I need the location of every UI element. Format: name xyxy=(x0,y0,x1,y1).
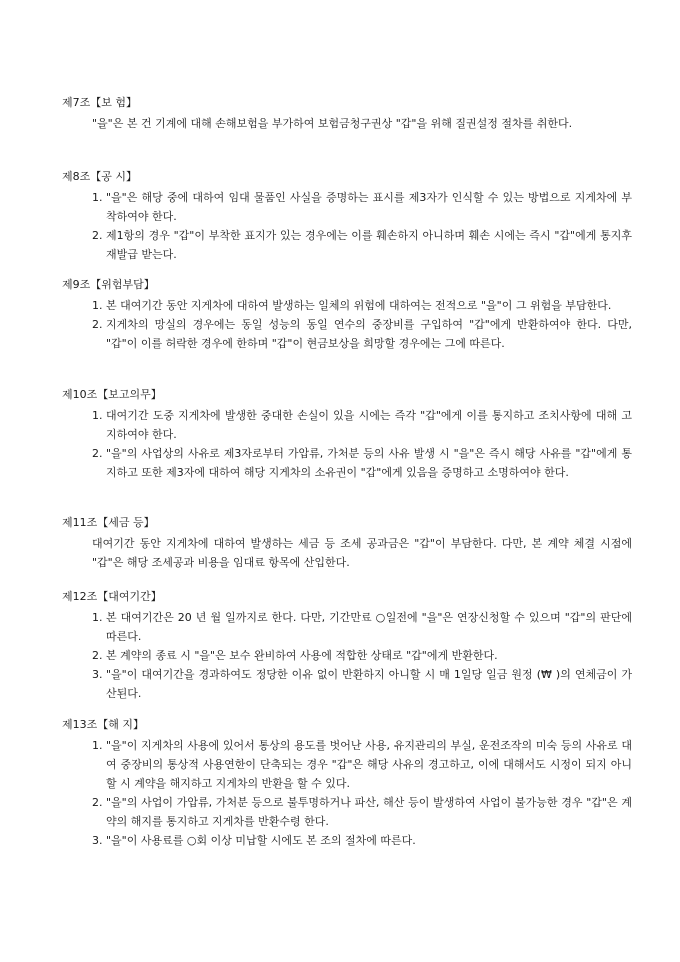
article-11 xyxy=(62,516,632,572)
list-item xyxy=(92,444,632,482)
article-title: 제7조【보 험】 xyxy=(62,96,137,109)
list-item xyxy=(92,736,632,793)
item-number: 2. xyxy=(92,649,103,662)
article-title: 제11조【세금 등】 xyxy=(62,516,155,529)
article-9 xyxy=(62,278,632,353)
item-number: 1. xyxy=(92,409,103,422)
item-number: 1. xyxy=(92,299,103,312)
article-13 xyxy=(62,718,632,850)
item-text: 지게차의 망실의 경우에는 동일 성능의 동일 연수의 중장비를 구입하여 "갑"에게 반환하여야 한다. 다만, "갑"이 이를 허락한 경우에 한하며 "갑"이 현금보상을 희망할 경우에는 그에 따른다. xyxy=(106,318,632,350)
item-number: 2. xyxy=(92,229,103,242)
list-item xyxy=(92,188,632,226)
item-number: 2. xyxy=(92,796,103,809)
item-text: 본 대여기간 동안 지게차에 대하여 발생하는 일체의 위험에 대하여는 전적으로 "을"이 그 위험을 부담한다. xyxy=(106,299,612,312)
item-number: 1. xyxy=(92,191,103,204)
article-12 xyxy=(62,590,632,703)
item-text: "을"은 해당 중에 대하여 임대 물품인 사실을 증명하는 표시를 제3자가 인식할 수 있는 방법으로 지게차에 부착하여야 한다. xyxy=(106,191,632,223)
article-body: "을"은 본 건 기계에 대해 손해보험을 부가하여 보험금청구권상 "갑"을 위해 질권설정 절차를 취한다. xyxy=(92,117,573,130)
article-title: 제9조【위험부담】 xyxy=(62,278,155,291)
article-8 xyxy=(62,170,632,264)
list-item xyxy=(92,793,632,831)
item-number: 2. xyxy=(92,447,103,460)
item-text: "을"이 사용료를 ○회 이상 미납할 시에도 본 조의 절차에 따른다. xyxy=(106,834,416,847)
list-item xyxy=(92,608,632,646)
article-10 xyxy=(62,388,632,482)
item-text: 대여기간 도중 지게차에 발생한 중대한 손실이 있을 시에는 즉각 "갑"에게 이를 통지하고 조치사항에 대해 고지하여야 한다. xyxy=(106,409,632,441)
article-title: 제10조【보고의무】 xyxy=(62,388,162,401)
item-text: "을"의 사업상의 사유로 제3자로부터 가압류, 가처분 등의 사유 발생 시 "을"은 즉시 해당 사유를 "갑"에게 통지하고 또한 제3자에 대하여 해당 지게차의 소유권이 "갑"에게 있음을 증명하고 소명하여야 한다. xyxy=(106,447,632,479)
article-7 xyxy=(62,96,632,133)
item-number: 2. xyxy=(92,318,103,331)
article-title: 제8조【공 시】 xyxy=(62,170,137,183)
item-text: "을"의 사업이 가압류, 가처분 등으로 불투명하거나 파산, 해산 등이 발생하여 사업이 불가능한 경우 "갑"은 계약의 해지를 통지하고 지게차를 반환수령 한다. xyxy=(106,796,632,828)
item-number: 1. xyxy=(92,739,103,752)
item-number: 3. xyxy=(92,834,103,847)
article-title: 제13조【해 지】 xyxy=(62,718,144,731)
list-item xyxy=(92,296,632,315)
list-item xyxy=(92,315,632,353)
list-item xyxy=(92,831,632,850)
item-text: 본 대여기간은 20 년 월 일까지로 한다. 다만, 기간만료 ○일전에 "을"은 연장신청할 수 있으며 "갑"의 판단에 따른다. xyxy=(106,611,632,643)
list-item xyxy=(92,406,632,444)
item-number: 3. xyxy=(92,668,103,681)
article-title: 제12조【대여기간】 xyxy=(62,590,162,603)
list-item xyxy=(92,226,632,264)
item-text: "을"이 대여기간을 경과하여도 정당한 이유 없이 반환하지 아니할 시 매 1일당 일금 원정 (₩ )의 연체금이 가산된다. xyxy=(106,668,632,700)
item-text: 본 계약의 종료 시 "을"은 보수 완비하여 사용에 적합한 상태로 "갑"에게 반환한다. xyxy=(106,649,498,662)
list-item xyxy=(92,646,632,665)
list-item xyxy=(92,665,632,703)
article-body: 대여기간 동안 지게차에 대하여 발생하는 세금 등 조세 공과금은 "갑"이 부담한다. 다만, 본 계약 체결 시점에 "갑"은 해당 조세공과 비용을 임대료 항목에 산입한다. xyxy=(92,537,632,569)
item-text: 제1항의 경우 "갑"이 부착한 표지가 있는 경우에는 이를 훼손하지 아니하며 훼손 시에는 즉시 "갑"에게 통지후 재발급 받는다. xyxy=(106,229,632,261)
item-number: 1. xyxy=(92,611,103,624)
item-text: "을"이 지게차의 사용에 있어서 통상의 용도를 벗어난 사용, 유지관리의 부실, 운전조작의 미숙 등의 사유로 대여 중장비의 통상적 사용연한이 단축되는 경우 "갑"은 해당 사유의 경고하고, 이에 대해서도 시정이 되지 아니할 시 계약을 해지하고 지게차의 반환을 할 수 있다. xyxy=(106,739,632,790)
